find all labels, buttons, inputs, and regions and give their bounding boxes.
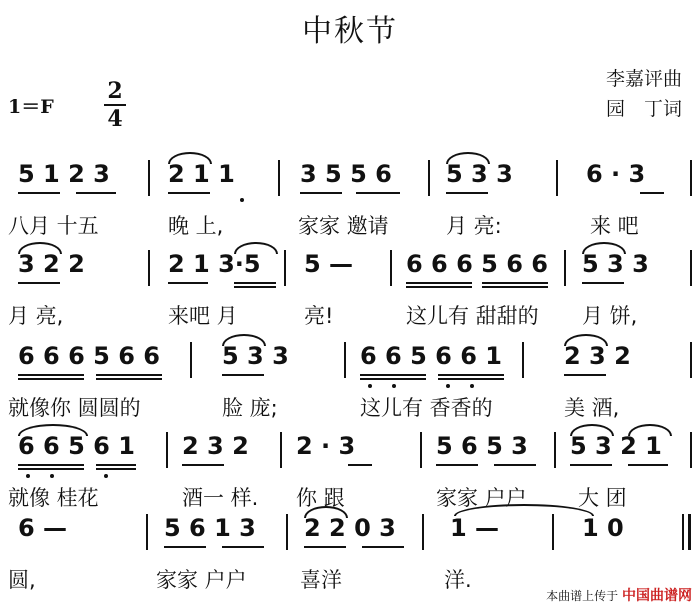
measure: 1 — <box>450 514 500 542</box>
measure: 2 3 2 <box>564 342 631 370</box>
measure: 6 6 5 6 1 <box>18 432 135 460</box>
lyric: 月 亮, <box>8 304 64 328</box>
lyric: 酒一 样. <box>182 486 259 510</box>
time-signature <box>104 80 126 130</box>
lyric: 这儿有 香香的 <box>360 396 493 420</box>
measure: 2 1 3·5 <box>168 250 261 278</box>
lyric: 来吧 月 <box>168 304 238 328</box>
measure: 6 6 5 6 6 1 <box>360 342 502 370</box>
composer-credit: 李嘉评曲 <box>605 68 682 90</box>
measure: 2 1 1 <box>168 160 235 188</box>
lyric: 洋. <box>444 568 472 592</box>
notes-line <box>8 432 692 472</box>
lyric: 家家 邀请 <box>298 214 389 238</box>
measure: 5 — <box>304 250 354 278</box>
footer-brand-link[interactable]: 中国曲谱网 <box>622 588 692 604</box>
measure: 5 3 3 <box>446 160 513 188</box>
lyric: 亮! <box>304 304 334 328</box>
measure: 3 5 5 6 <box>300 160 392 188</box>
lyric: 家家 户户 <box>436 486 527 510</box>
lyrics-line <box>8 392 692 418</box>
lyricist-credit: 园 丁词 <box>605 98 682 120</box>
measure: 1 0 <box>582 514 624 542</box>
measure: 6 6 6 5 6 6 <box>406 250 548 278</box>
measure: 2 2 0 3 <box>304 514 396 542</box>
score-row-2 <box>8 250 692 330</box>
measure: 5 3 2 1 <box>570 432 662 460</box>
lyrics-line <box>8 300 692 326</box>
site-footer <box>546 585 692 605</box>
measure: 5 3 3 <box>222 342 289 370</box>
time-signature-top: 2 <box>107 78 123 104</box>
lyrics-line <box>8 482 692 508</box>
notes-line <box>8 342 692 382</box>
notes-line <box>8 250 692 290</box>
lyric: 你 跟 <box>296 486 345 510</box>
measure: 6 — <box>18 514 68 542</box>
lyric: 就像 桂花 <box>8 486 99 510</box>
lyric: 喜洋 <box>300 568 342 592</box>
measure: 2 3 2 <box>182 432 249 460</box>
lyric: 这儿有 甜甜的 <box>406 304 539 328</box>
lyric: 脸 庞; <box>222 396 278 420</box>
score-row-4 <box>8 432 692 512</box>
measure: 5 3 3 <box>582 250 649 278</box>
measure: 5 6 1 3 <box>164 514 256 542</box>
lyric: 大 团 <box>578 486 627 510</box>
score-row-5 <box>8 514 692 594</box>
key-signature: 1＝F <box>8 96 54 118</box>
notes-line <box>8 514 692 554</box>
measure: 6 · 3 <box>586 160 646 188</box>
measure: 2 · 3 <box>296 432 356 460</box>
lyric: 来 吧 <box>590 214 639 238</box>
lyric: 家家 户户 <box>156 568 247 592</box>
measure: 5 1 2 3 <box>18 160 110 188</box>
lyric: 晚 上, <box>168 214 224 238</box>
measure: 3 2 2 <box>18 250 85 278</box>
notes-line <box>8 160 692 200</box>
lyric: 美 酒, <box>564 396 620 420</box>
lyric: 就像你 圆圆的 <box>8 396 141 420</box>
score-row-1 <box>8 160 692 240</box>
measure: 5 6 5 3 <box>436 432 528 460</box>
score-row-3 <box>8 342 692 422</box>
lyric: 八月 十五 <box>8 214 99 238</box>
lyric: 月 饼, <box>582 304 638 328</box>
measure: 6 6 6 5 6 6 <box>18 342 160 370</box>
footer-prefix: 本曲谱上传于 <box>546 589 619 603</box>
song-title: 中秋节 <box>302 14 398 49</box>
lyrics-line <box>8 210 692 236</box>
lyric: 月 亮: <box>446 214 502 238</box>
time-signature-bottom: 4 <box>107 106 123 132</box>
lyric: 圆, <box>8 568 36 592</box>
